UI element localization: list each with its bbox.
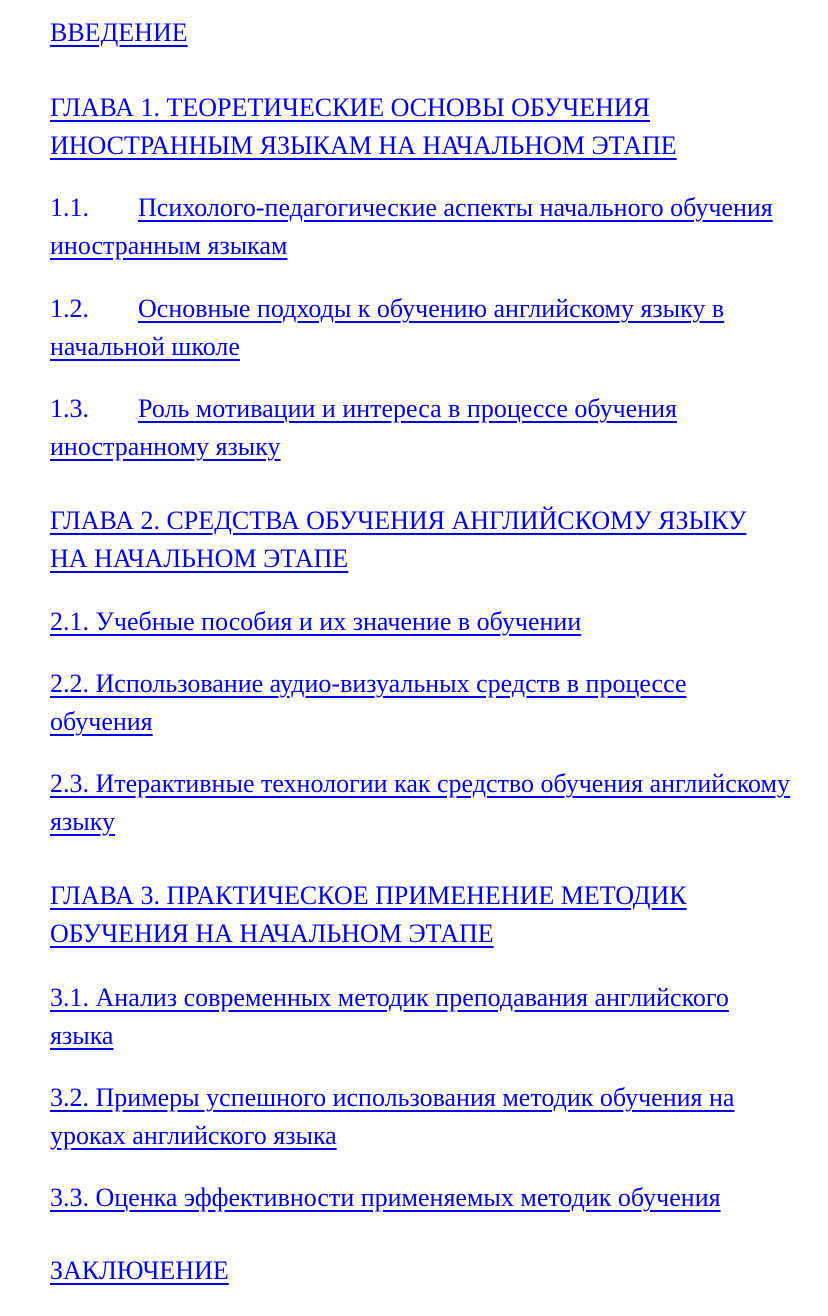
toc-entry-section-3-2 bbox=[50, 1079, 790, 1155]
toc-link-section-1-2[interactable] bbox=[50, 294, 724, 361]
toc-link-chapter-3[interactable]: ГЛАВА 3. ПРАКТИЧЕСКОЕ ПРИМЕНЕНИЕ МЕТОДИК ОБУЧЕНИЯ НА НАЧАЛЬНОМ ЭТАПЕ bbox=[50, 881, 687, 948]
toc-link-section-3-2[interactable]: 3.2. Примеры успешного использования методик обучения на уроках английского языка bbox=[50, 1083, 735, 1150]
section-number: 1.1. bbox=[50, 193, 89, 222]
toc-entry-section-2-1 bbox=[50, 603, 790, 641]
section-title: Роль мотивации и интереса в процессе обучения иностранному языку bbox=[50, 394, 678, 461]
toc-entry-section-3-1 bbox=[50, 979, 790, 1055]
toc-entry-section-1-2 bbox=[50, 290, 790, 366]
toc-entry-section-1-3 bbox=[50, 390, 790, 466]
toc-entry-introduction bbox=[50, 14, 790, 52]
toc-link-introduction[interactable]: ВВЕДЕНИЕ bbox=[50, 18, 188, 47]
toc-link-conclusion[interactable]: ЗАКЛЮЧЕНИЕ bbox=[50, 1256, 229, 1285]
toc-entry-conclusion bbox=[50, 1252, 790, 1290]
toc-link-chapter-2[interactable]: ГЛАВА 2. СРЕДСТВА ОБУЧЕНИЯ АНГЛИЙСКОМУ ЯЗЫКУ НА НАЧАЛЬНОМ ЭТАПЕ bbox=[50, 506, 747, 573]
toc-entry-chapter-3 bbox=[50, 877, 790, 953]
toc-entry-section-1-1 bbox=[50, 189, 790, 265]
toc-link-section-2-3[interactable]: 2.3. Итерактивные технологии как средство обучения английскому языку bbox=[50, 769, 791, 836]
toc-entry-chapter-2 bbox=[50, 502, 790, 578]
toc-entry-section-2-2 bbox=[50, 665, 790, 741]
toc-entry-section-3-3 bbox=[50, 1179, 790, 1217]
toc-entry-chapter-1 bbox=[50, 89, 790, 165]
section-title: Психолого-педагогические аспекты начального обучения иностранным языкам bbox=[50, 193, 773, 260]
toc-link-section-1-3[interactable] bbox=[50, 394, 677, 461]
toc-link-section-3-3[interactable]: 3.3. Оценка эффективности применяемых методик обучения bbox=[50, 1183, 721, 1212]
toc-link-chapter-1[interactable]: ГЛАВА 1. ТЕОРЕТИЧЕСКИЕ ОСНОВЫ ОБУЧЕНИЯ ИНОСТРАННЫМ ЯЗЫКАМ НА НАЧАЛЬНОМ ЭТАПЕ bbox=[50, 93, 677, 160]
toc-link-section-2-1[interactable]: 2.1. Учебные пособия и их значение в обучении bbox=[50, 607, 582, 636]
toc-link-section-3-1[interactable]: 3.1. Анализ современных методик преподавания английского языка bbox=[50, 983, 729, 1050]
toc-link-section-1-1[interactable] bbox=[50, 193, 773, 260]
section-number: 1.3. bbox=[50, 394, 89, 423]
section-number: 1.2. bbox=[50, 294, 89, 323]
section-title: Основные подходы к обучению английскому языку в начальной школе bbox=[50, 294, 725, 361]
toc-link-section-2-2[interactable]: 2.2. Использование аудио-визуальных средств в процессе обучения bbox=[50, 669, 687, 736]
toc-entry-section-2-3 bbox=[50, 765, 790, 841]
